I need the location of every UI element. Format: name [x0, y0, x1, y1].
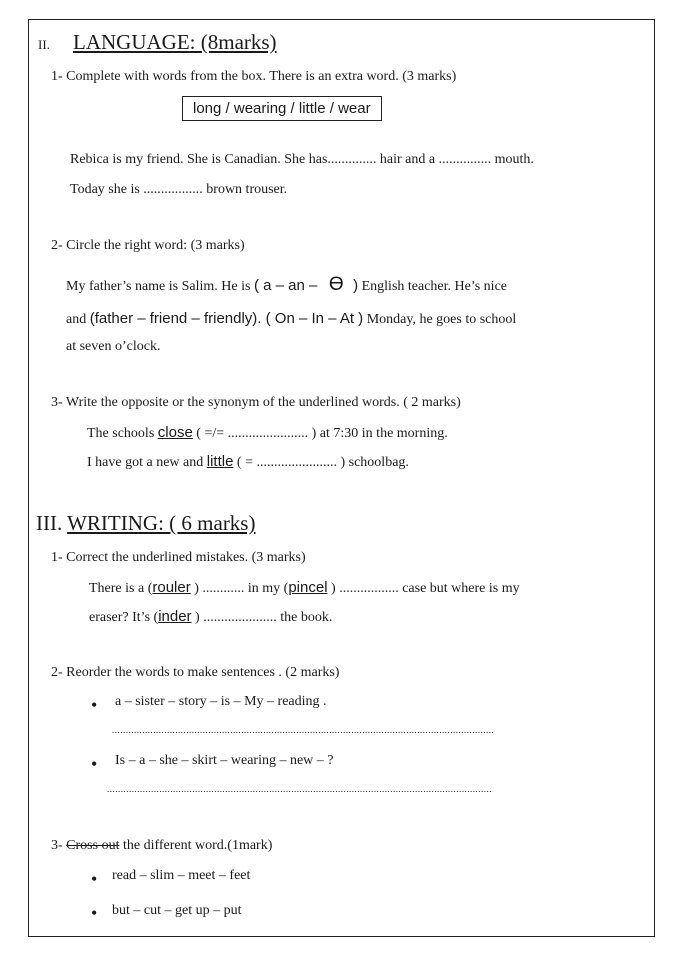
- q2-3-text: The schools: [87, 426, 155, 441]
- q3-1-prompt: 1- Correct the underlined mistakes. (3 marks): [51, 550, 306, 565]
- q2-1-line-1: Rebica is my friend. She is Canadian. She has.............. hair and a ............... mouth.: [70, 152, 534, 167]
- q2-3-line-2: [87, 453, 409, 471]
- q2-2-and: and: [66, 312, 87, 327]
- mistake-inder: inder: [158, 608, 192, 625]
- q3-1-text-g: ) ..................... the book.: [195, 610, 333, 625]
- q3-3-text: the different word.(1mark): [122, 838, 273, 853]
- crossed-out-text: Cross out: [66, 838, 120, 853]
- q2-2-options: (father – friend – friendly). ( On – In – At ): [89, 310, 364, 327]
- word-box: long / wearing / little / wear: [182, 96, 382, 121]
- underlined-word-close: close: [157, 424, 193, 441]
- close-paren: ): [353, 277, 359, 294]
- q3-1-text-c: ) ............ in my (: [194, 581, 289, 596]
- q3-1-text-e: ) ................. case but where is my: [331, 581, 520, 596]
- q3-2-prompt: 2- Reorder the words to make sentences . (2 marks): [51, 665, 340, 680]
- q3-1-text-a: There is a (: [89, 581, 153, 596]
- underlined-word-little: little: [206, 453, 234, 470]
- q2-2-text-end: English teacher. He’s nice: [361, 279, 508, 294]
- q2-2-line-3: at seven o’clock.: [66, 339, 161, 354]
- section-3-number: III.: [36, 511, 63, 535]
- reorder-item-2: Is – a – she – skirt – wearing – new – ?: [115, 753, 334, 768]
- q3-1-line-1: [89, 579, 520, 597]
- q2-2-options-article: ( a – an –: [253, 277, 318, 294]
- section-3-title: WRITING: ( 6 marks): [67, 511, 256, 535]
- section-2-title: LANGUAGE: [73, 30, 190, 54]
- section-2-marks: : (8marks): [189, 30, 277, 54]
- mistake-pincel: pincel: [288, 579, 328, 596]
- section-2-number: II.: [38, 37, 50, 52]
- odd-one-out-2: but – cut – get up – put: [112, 903, 242, 918]
- q2-1-line-2: Today she is ................. brown trouser.: [70, 182, 288, 197]
- q2-3-blank-2: ( = ....................... ) schoolbag.: [236, 455, 409, 470]
- bullet-2: •: [91, 754, 98, 774]
- section-2-heading: [73, 30, 277, 55]
- q2-1-prompt: 1- Complete with words from the box. There is an extra word. (3 marks): [51, 69, 457, 84]
- odd-one-out-1: read – slim – meet – feet: [112, 868, 251, 883]
- q2-3-prompt: 3- Write the opposite or the synonym of the underlined words. ( 2 marks): [51, 395, 461, 410]
- q3-3-prompt: [51, 838, 272, 854]
- q2-2-text: My father’s name is Salim. He is: [66, 279, 251, 294]
- bullet-1: •: [91, 695, 98, 715]
- q2-2-prompt: 2- Circle the right word: (3 marks): [51, 238, 245, 253]
- q2-2-text-monday: Monday, he goes to school: [366, 312, 517, 327]
- answer-line-2: ............................................................................................................................................: [107, 784, 492, 794]
- q2-2-line-1: [66, 274, 507, 296]
- q2-3-blank-1: ( =/= ....................... ) at 7:30 in the morning.: [196, 426, 448, 441]
- q3-1-text-f: eraser? It’s (: [89, 610, 159, 625]
- section-3-heading: [36, 511, 255, 536]
- q2-3-text-2: I have got a new and: [87, 455, 204, 470]
- reorder-item-1: a – sister – story – is – My – reading .: [115, 694, 327, 709]
- q2-3-line-1: [87, 424, 448, 442]
- q3-1-line-2: [89, 608, 332, 626]
- q3-3-number: 3-: [51, 838, 63, 853]
- bullet-3: •: [91, 869, 98, 889]
- q2-2-line-2: [66, 310, 516, 328]
- bullet-4: •: [91, 903, 98, 923]
- mistake-rouler: rouler: [152, 579, 191, 596]
- null-article-symbol: ϴ: [328, 274, 344, 295]
- answer-line-1: ...........................................................................................................................................: [112, 725, 495, 735]
